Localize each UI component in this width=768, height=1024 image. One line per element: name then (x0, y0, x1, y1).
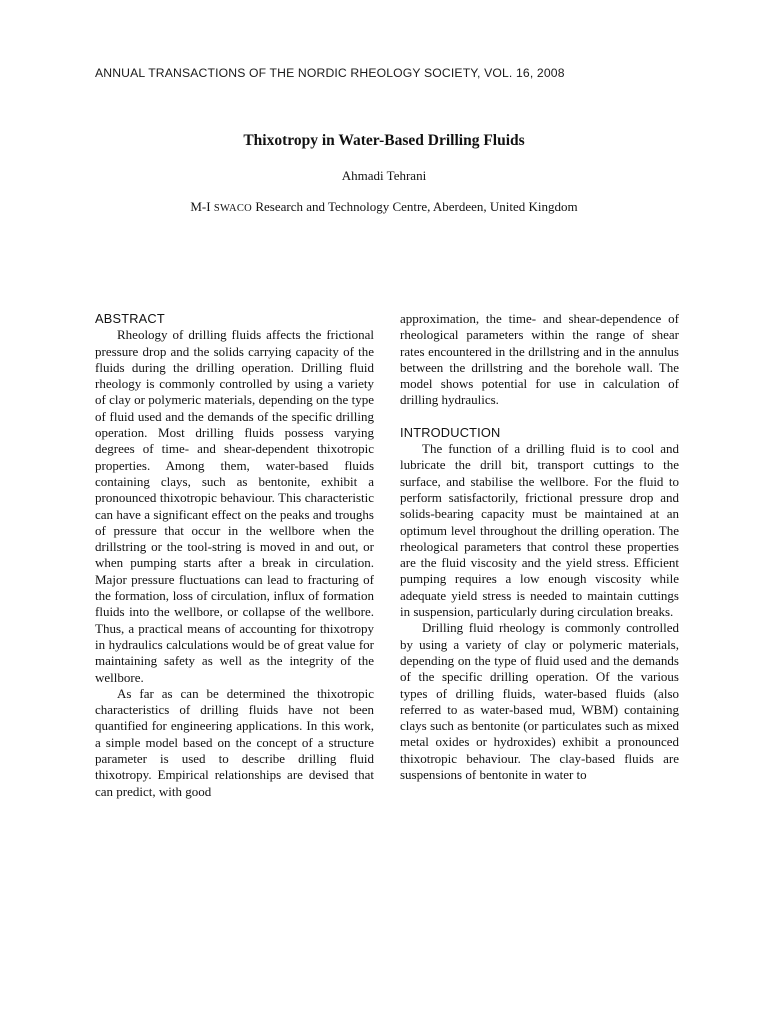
introduction-paragraph-1: The function of a drilling fluid is to cool and lubricate the drill bit, transport cuttings to the surface, and stabilise the wellbore. For the fluid to perform satisfactorily, frictional pressure drop and solids-bearing capacity must be maintained at an optimum level throughout the drilling operation. The rheological parameters that control these properties are the fluid viscosity and the yield stress. Efficient pumping requires a low enough viscosity while adequate yield stress is needed to maintain cuttings in suspension, particularly during circulation breaks. (400, 441, 679, 620)
author-name: Ahmadi Tehrani (341, 168, 427, 183)
left-column (95, 311, 374, 800)
paper-title: Thixotropy in Water-Based Drilling Fluids (243, 132, 525, 149)
abstract-paragraph-1: Rheology of drilling fluids affects the frictional pressure drop and the solids carrying capacity of the fluids during the drilling operation. Drilling fluid rheology is commonly controlled by using a variety of clay or polymeric materials, depending on the type of fluid used and the demands of the specific drilling operation. Most drilling fluids possess varying degrees of time- and shear-dependent thixotropic properties. Among them, water-based fluids containing clays, such as bentonite, exhibit a pronounced thixotropic behaviour. This characteristic can have a significant effect on the peaks and troughs of pressure that occur in the wellbore when the drillstring or the tool-string is moved in and out, or when pumping starts after a break in circulation. Major pressure fluctuations can lead to fracturing of the formation, loss of circulation, influx of formation fluids into the wellbore, or collapse of the wellbore. Thus, a practical means of accounting for thixotropy in hydraulics calculations would be of great value for maintaining safety as well as the integrity of the wellbore. (95, 327, 374, 685)
abstract-paragraph-2: As far as can be determined the thixotropic characteristics of drilling fluids have not been quantified for engineering applications. In this work, a simple model based on the concept of a structure parameter is used to describe drilling fluid thixotropy. Empirical relationships are devised that can predict, with good (95, 685, 374, 799)
journal-header: ANNUAL TRANSACTIONS OF THE NORDIC RHEOLOGY SOCIETY, VOL. 16, 2008 (95, 66, 565, 80)
abstract-paragraph-2-continued: approximation, the time- and shear-dependence of rheological parameters within the range of shear rates encountered in the drillstring and in the annulus between the drillstring and the borehole wall. The model shows potential for use in calculation of drilling hydraulics. (400, 311, 679, 408)
abstract-heading: ABSTRACT (95, 311, 165, 326)
introduction-paragraph-2: Drilling fluid rheology is commonly controlled by using a variety of clay or polymeric materials, depending on the type of fluid used and the demands of the specific drilling operation. Of the various types of drilling fluids, water-based fluids (also referred to as water-based mud, WBM) containing clays such as bentonite (or particulates such as mixed metal oxides or hydroxides) exhibit a pronounced thixotropic behaviour. The clay-based fluids are suspensions of bentonite in water to (400, 620, 679, 783)
affiliation-prefix: M-I (190, 199, 214, 214)
affiliation-org: SWACO (213, 203, 253, 214)
author-affiliation (0, 199, 768, 215)
right-column (400, 311, 679, 783)
introduction-heading: INTRODUCTION (400, 424, 501, 440)
affiliation-rest: Research and Technology Centre, Aberdeen, United Kingdom (252, 199, 578, 214)
